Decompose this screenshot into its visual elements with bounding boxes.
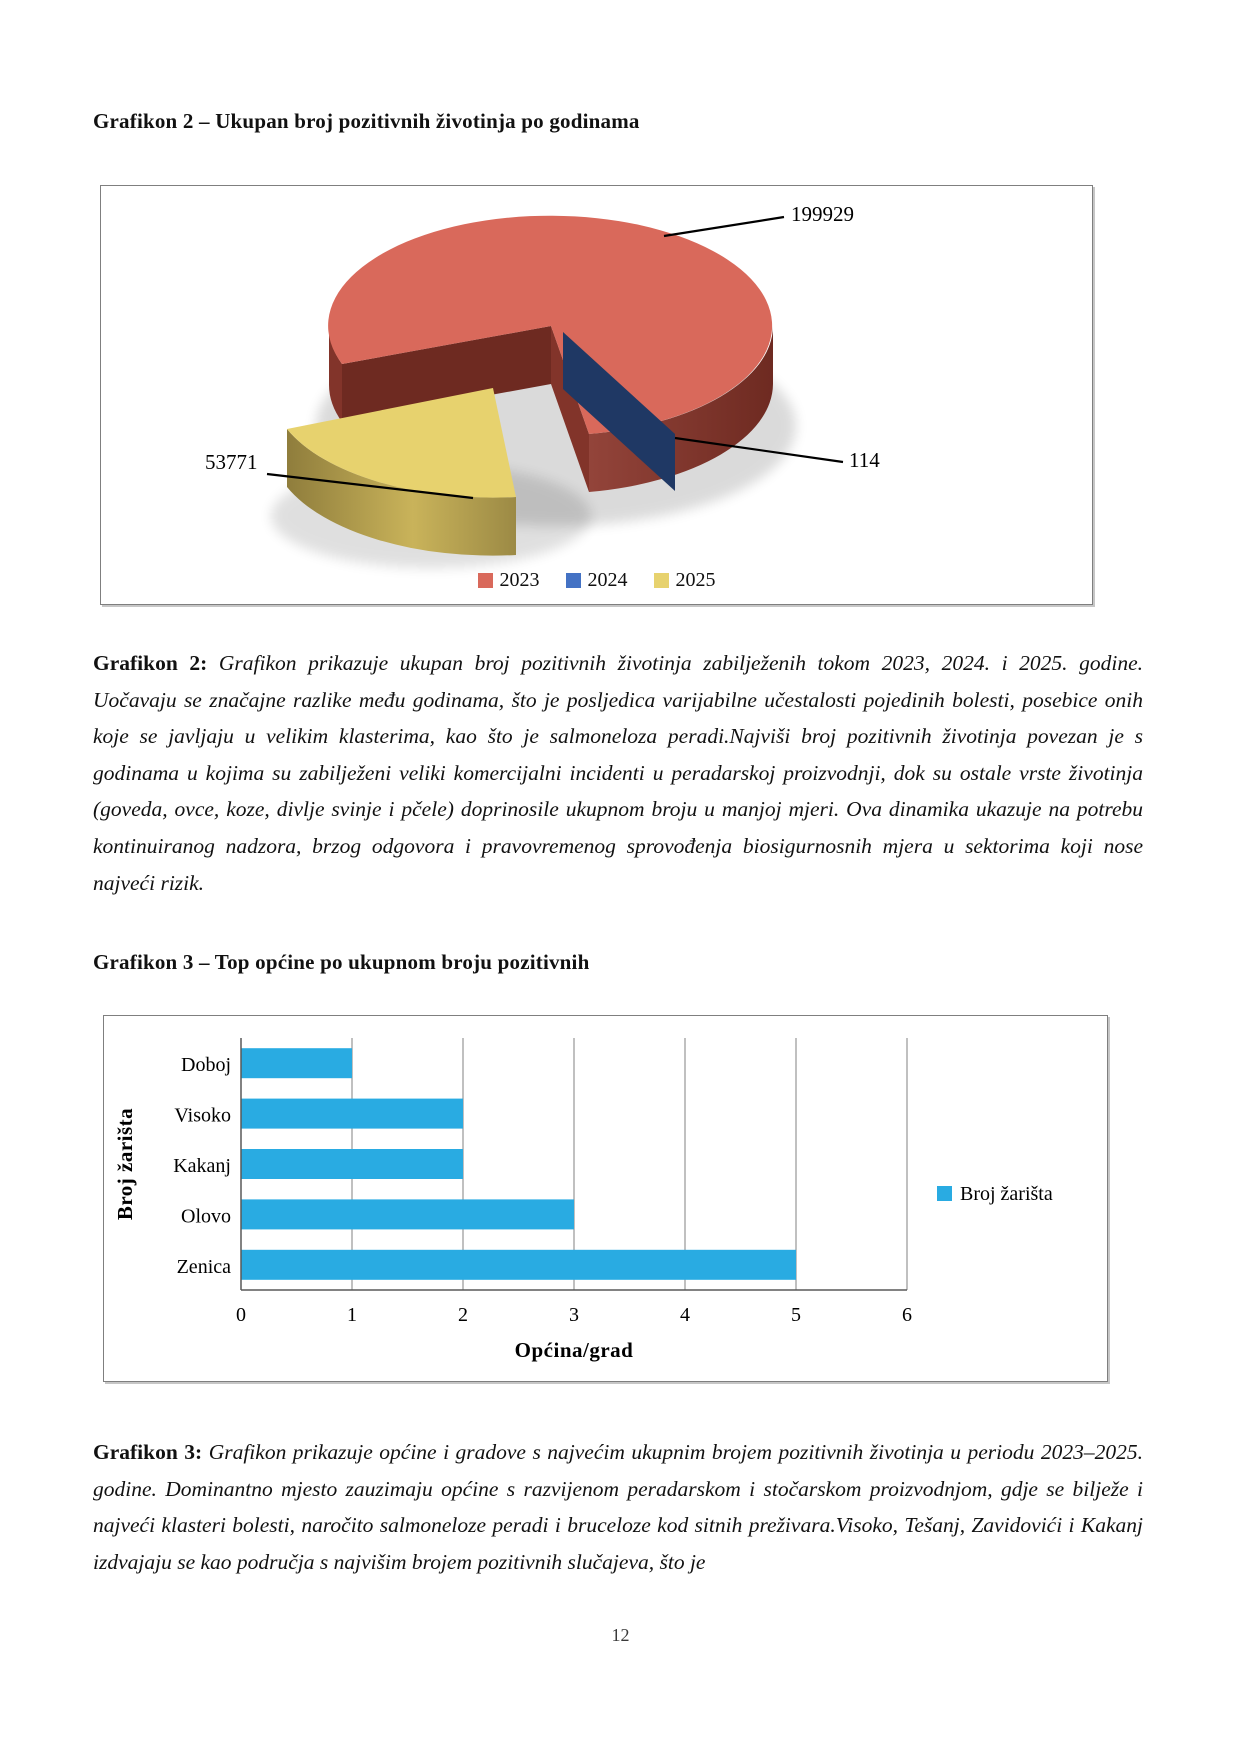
legend-swatch-2024	[566, 573, 581, 588]
x-tick-label-5: 5	[791, 1304, 801, 1326]
caption-grafikon-2-body: Grafikon prikazuje ukupan broj pozitivnih životinja zabilježenih tokom 2023, 2024. i 2025. godine. Uočavaju se značajne razlike među godinama, što je posljedica varijabilne učestalosti pojedinih bolesti, posebice onih koje se javljaju u velikim klasterima, kao što je salmoneloza peradi.Najviši broj pozitivnih životinja povezan je s godinama u kojima su zabilježeni veliki komercijalni incidenti u peradarskoj proizvodnji, dok su ostale vrste životinja (goveda, ovce, koze, divlje svinje i pčele) doprinosile ukupnom broju u manjoj mjeri. Ova dinamika ukazuje na potrebu kontinuiranog nadzora, brzog odgovora i pravovremenog sprovođenja biosigurnosnih mjera u sektorima koji nose najveći rizik.	[93, 651, 1143, 895]
category-label-kakanj: Kakanj	[173, 1155, 231, 1177]
caption-grafikon-3-lead: Grafikon 3:	[93, 1440, 203, 1464]
x-tick-label-6: 6	[902, 1304, 912, 1326]
caption-grafikon-2	[93, 645, 1143, 901]
bar-doboj	[241, 1048, 352, 1078]
pie-data-label-2024: 114	[849, 448, 880, 472]
category-label-doboj: Doboj	[181, 1054, 231, 1077]
category-label-visoko: Visoko	[174, 1104, 231, 1127]
pie-legend-label-2023: 2023	[499, 569, 540, 591]
category-label-zenica: Zenica	[176, 1255, 231, 1278]
category-label-olovo: Olovo	[181, 1205, 231, 1228]
x-tick-label-1: 1	[347, 1304, 357, 1326]
pie-legend-item-2024	[566, 569, 628, 592]
bar-zenica	[241, 1250, 796, 1280]
callout-line-2023	[664, 217, 784, 236]
pie-data-label-2025: 53771	[205, 450, 258, 474]
bar-chart-svg	[104, 1016, 1105, 1379]
x-tick-label-2: 2	[458, 1304, 468, 1326]
x-tick-label-0: 0	[236, 1304, 246, 1326]
y-axis-title: Broj žarišta	[113, 1107, 137, 1221]
page-number: 12	[611, 1625, 630, 1645]
heading-grafikon-3: Grafikon 3 – Top općine po ukupnom broju pozitivnih	[93, 950, 590, 974]
x-tick-label-3: 3	[569, 1304, 579, 1326]
caption-grafikon-2-lead: Grafikon 2:	[93, 651, 208, 675]
bar-chart-frame	[103, 1015, 1108, 1382]
bar-kakanj	[241, 1149, 463, 1179]
pie-legend-label-2024: 2024	[587, 569, 628, 591]
bar-legend-swatch	[937, 1186, 952, 1201]
x-tick-label-4: 4	[680, 1304, 690, 1326]
bar-visoko	[241, 1099, 463, 1129]
caption-grafikon-3-body: Grafikon prikazuje općine i gradove s najvećim ukupnim brojem pozitivnih životinja u periodu 2023–2025. godine. Dominantno mjesto zauzimaju općine s razvijenom peradarskom i stočarskom proizvodnjom, gdje se bilježe i najveći klasteri bolesti, naročito salmoneloze peradi i bruceloze kod sitnih preživara.Visoko, Tešanj, Zavidovići i Kakanj izdvajaju se kao područja s najvišim brojem pozitivnih slučajeva, što je	[93, 1440, 1143, 1574]
legend-swatch-2023	[478, 573, 493, 588]
caption-grafikon-3	[93, 1434, 1143, 1580]
pie-legend	[101, 569, 1092, 592]
pie-data-label-2023: 199929	[791, 202, 854, 226]
pie-chart-frame	[100, 185, 1093, 605]
bar-olovo	[241, 1199, 574, 1229]
x-axis-title: Općina/grad	[514, 1338, 634, 1362]
legend-swatch-2025	[654, 573, 669, 588]
bar-legend-label: Broj žarišta	[960, 1183, 1053, 1205]
pie-chart-3d-svg	[101, 186, 1091, 603]
heading-grafikon-2: Grafikon 2 – Ukupan broj pozitivnih životinja po godinama	[93, 109, 640, 133]
pie-legend-item-2025	[654, 569, 716, 592]
pie-legend-label-2025: 2025	[675, 569, 716, 591]
pie-legend-item-2023	[478, 569, 540, 592]
